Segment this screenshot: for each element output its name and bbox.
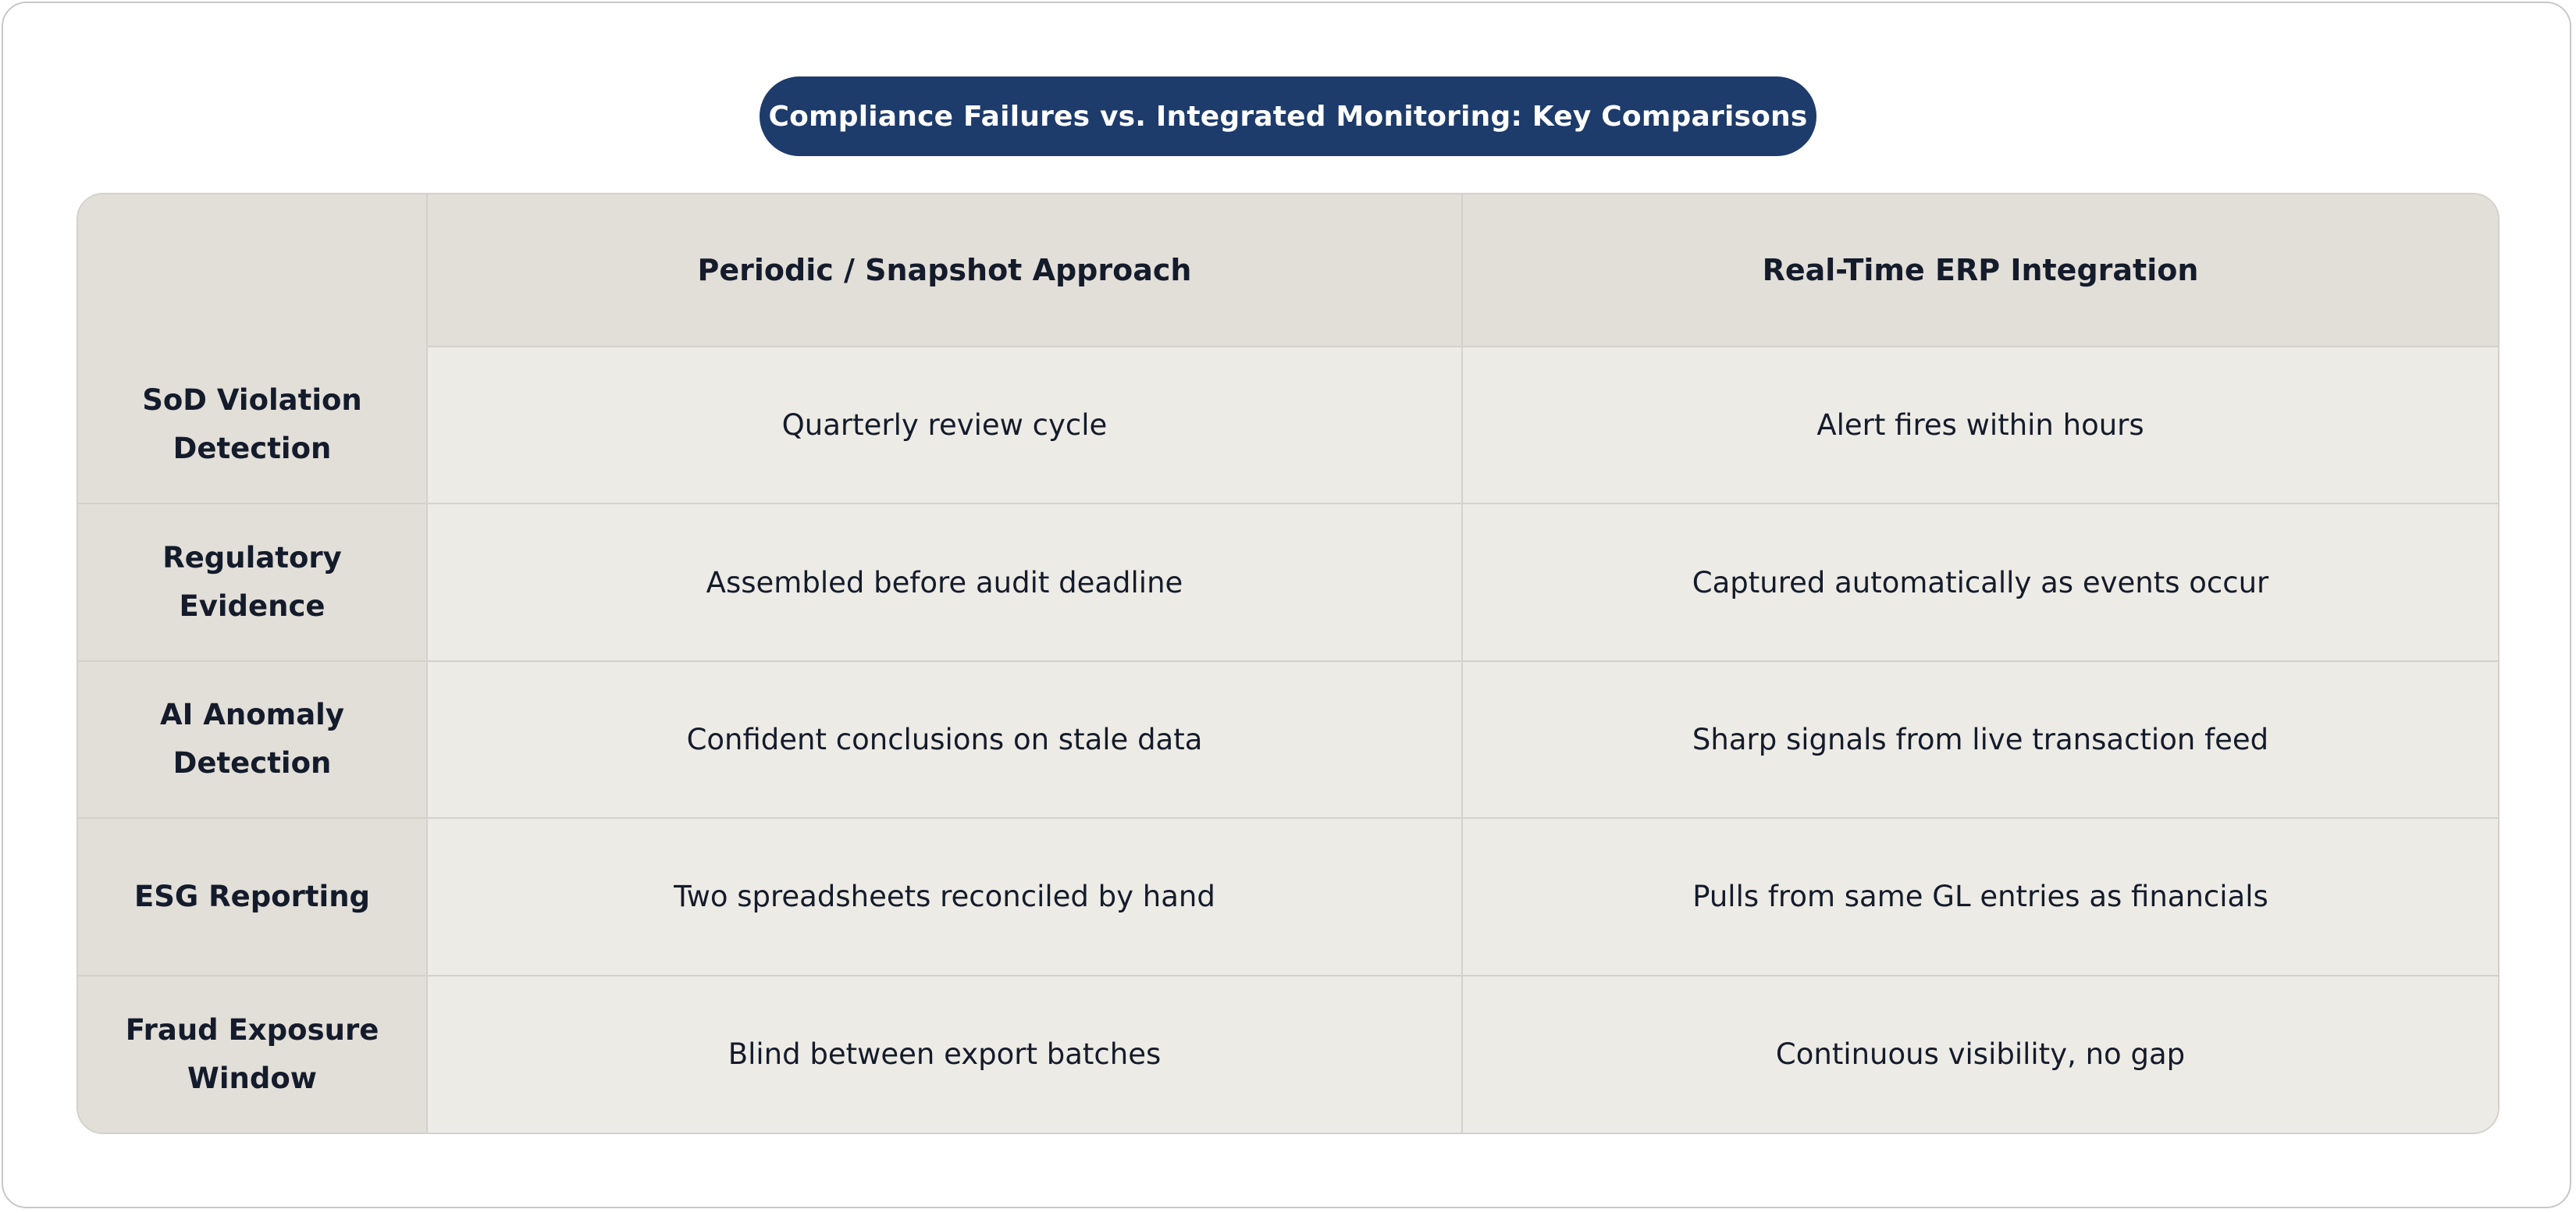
row-label: Regulatory Evidence <box>78 503 427 660</box>
row-label: SoD Violation Detection <box>78 347 427 503</box>
table-row <box>78 347 2498 503</box>
realtime-cell: Continuous visibility, no gap <box>1462 976 2498 1133</box>
periodic-cell: Blind between export batches <box>427 976 1462 1133</box>
comparison-table <box>78 194 2498 1133</box>
row-label: Fraud Exposure Window <box>78 976 427 1133</box>
realtime-cell: Captured automatically as events occur <box>1462 503 2498 660</box>
table-row <box>78 503 2498 660</box>
row-label: ESG Reporting <box>78 818 427 975</box>
comparison-table-container <box>76 193 2500 1134</box>
header-corner-cell <box>78 194 427 347</box>
realtime-cell: Sharp signals from live transaction feed <box>1462 661 2498 818</box>
page-title: Compliance Failures vs. Integrated Monitoring: Key Comparisons <box>760 76 1816 156</box>
column-header-realtime: Real-Time ERP Integration <box>1462 194 2498 347</box>
periodic-cell: Confident conclusions on stale data <box>427 661 1462 818</box>
row-label: AI Anomaly Detection <box>78 661 427 818</box>
column-header-periodic: Periodic / Snapshot Approach <box>427 194 1462 347</box>
header-row <box>78 194 2498 347</box>
realtime-cell: Alert fires within hours <box>1462 347 2498 503</box>
table-row <box>78 976 2498 1133</box>
periodic-cell: Assembled before audit deadline <box>427 503 1462 660</box>
table-row <box>78 661 2498 818</box>
realtime-cell: Pulls from same GL entries as financials <box>1462 818 2498 975</box>
periodic-cell: Quarterly review cycle <box>427 347 1462 503</box>
table-row <box>78 818 2498 975</box>
periodic-cell: Two spreadsheets reconciled by hand <box>427 818 1462 975</box>
